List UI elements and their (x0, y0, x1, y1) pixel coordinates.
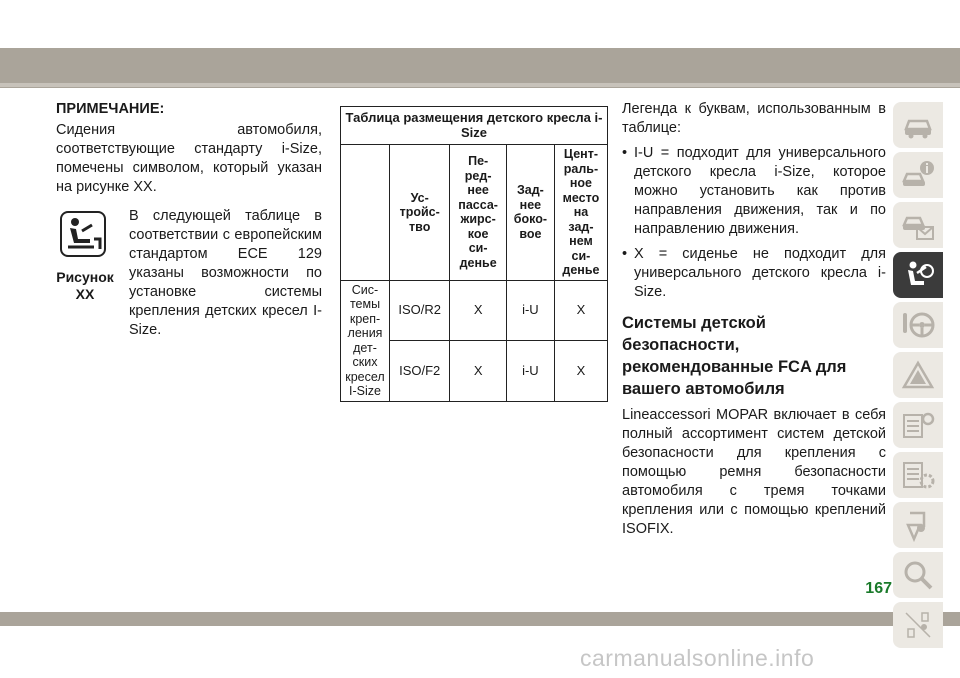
figure-caption: Рисунок XX (56, 269, 114, 302)
col-header-front-passenger: Пе- ред- нее пасса- жирс- кое си- денье (450, 145, 507, 281)
table-cell: ISO/F2 (390, 341, 450, 402)
figure-block (56, 207, 322, 338)
tab-safety[interactable] (893, 252, 943, 298)
seat-airbag-icon (900, 257, 936, 293)
bottom-decorative-band (0, 612, 960, 626)
col-header-device: Ус- тройс- тво (390, 145, 450, 281)
steering-wheel-icon (900, 307, 936, 343)
search-icon (900, 557, 936, 593)
tab-service[interactable] (893, 402, 943, 448)
isize-table (340, 106, 608, 402)
car-warning-mail-icon (900, 207, 936, 243)
service-tools-icon (900, 407, 936, 443)
note-title: ПРИМЕЧАНИЕ: (56, 101, 165, 117)
tab-index[interactable] (893, 602, 943, 648)
col-header-rear-side: Зад- нее боко- вое (506, 145, 554, 281)
table-header-row (341, 145, 608, 281)
tab-info[interactable] (893, 152, 943, 198)
table-title: Таблица размещения детского кресла i-Size (341, 107, 608, 145)
road-warning-triangle-icon (900, 357, 936, 393)
note-text: Сидения автомобиля, соответствующие стандарту i-Size, помечены символом, который указан на рисунке XX. (56, 122, 322, 195)
section-paragraph: Lineaccessori MOPAR включает в себя полный ассортимент систем детской безопасности для крепления с помощью ремня безопасности автомобиля с тремя точками крепления или с помощью креплений ISOFIX. (622, 407, 886, 537)
multimedia-music-icon (900, 507, 936, 543)
table-cell: X (450, 280, 507, 341)
table-cell: i-U (506, 280, 554, 341)
tab-driving[interactable] (893, 302, 943, 348)
legend-intro: Легенда к буквам, использованным в таблице: (622, 101, 886, 136)
alphabet-index-icon (900, 607, 936, 643)
legend-bullet-iu: • I-U = подходит для универсального детского кресла i-Size, которое можно установить как против направления движения, так и по направлению движения. (622, 144, 886, 239)
left-column (56, 100, 322, 338)
top-decorative-band (0, 48, 960, 88)
table-cell: ISO/R2 (390, 280, 450, 341)
tab-emergency[interactable] (893, 352, 943, 398)
row-group-label: Сис- темы креп- ления дет- ских кресел I-Size (341, 280, 390, 401)
figure-text: В следующей таблице в соответствии с европейским стандартом ECE 129 указаны возможности по установке системы крепления детских кресел I-Size. (129, 208, 322, 338)
table-cell: X (450, 341, 507, 402)
tab-specs[interactable] (893, 452, 943, 498)
table-cell: X (554, 280, 607, 341)
watermark: carmanualsonline.info (580, 645, 815, 671)
car-dashboard-icon (900, 107, 936, 143)
tab-dashboard[interactable] (893, 102, 943, 148)
child-seat-isize-icon (60, 211, 106, 257)
specs-gear-icon (900, 457, 936, 493)
legend-bullet-x: • X = сиденье не подходит для универсального детского кресла i-Size. (622, 245, 886, 302)
table-cell: X (554, 341, 607, 402)
right-column (622, 100, 886, 545)
col-header-rear-center: Цент- раль- ное место на зад- нем си- денье (554, 145, 607, 281)
tab-multimedia[interactable] (893, 502, 943, 548)
page-number: 167 (865, 580, 892, 597)
tab-search[interactable] (893, 552, 943, 598)
table-empty-header (341, 145, 390, 281)
side-nav-tabs (893, 102, 943, 652)
section-heading: Системы детской безопасности, рекомендованные FCA для вашего автомобиля (622, 314, 847, 398)
car-info-icon (900, 157, 936, 193)
table-row (341, 280, 608, 341)
top-band-stripe (0, 83, 960, 87)
table-cell: i-U (506, 341, 554, 402)
tab-warnings[interactable] (893, 202, 943, 248)
